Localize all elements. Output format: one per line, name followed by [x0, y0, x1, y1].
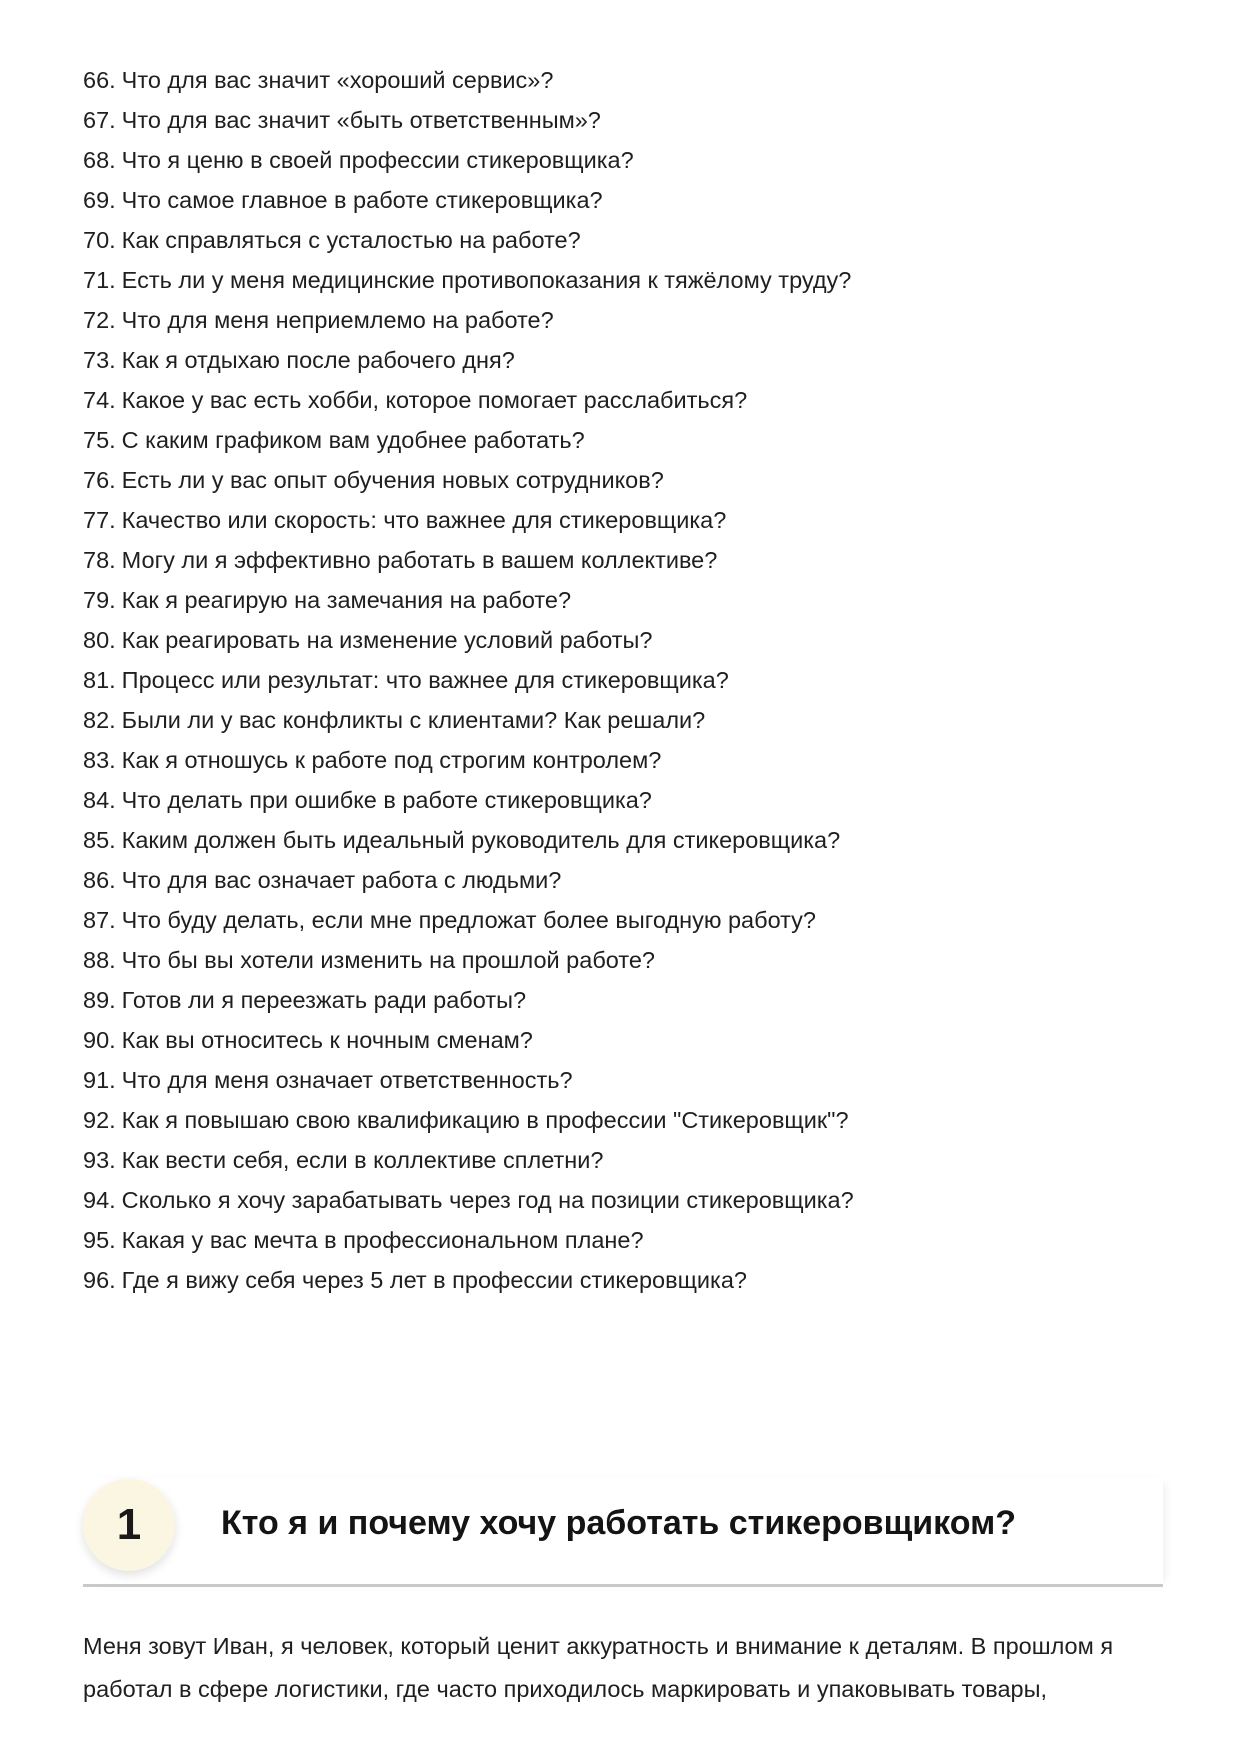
question-text: Каким должен быть идеальный руководитель для стикеровщика?	[121, 827, 841, 853]
question-number: 92.	[83, 1107, 116, 1133]
question-number: 93.	[83, 1147, 116, 1173]
question-item	[83, 1180, 1163, 1220]
question-item	[83, 140, 1163, 180]
question-item	[83, 1020, 1163, 1060]
question-number: 96.	[83, 1267, 116, 1293]
question-item	[83, 540, 1163, 580]
question-number: 67.	[83, 107, 116, 133]
question-text: Где я вижу себя через 5 лет в профессии стикеровщика?	[121, 1267, 747, 1293]
question-number: 73.	[83, 347, 116, 373]
question-number: 72.	[83, 307, 116, 333]
question-text: С каким графиком вам удобнее работать?	[121, 427, 585, 453]
question-text: Что для вас значит «хороший сервис»?	[121, 67, 554, 93]
question-number: 89.	[83, 987, 116, 1013]
question-text: Что самое главное в работе стикеровщика?	[121, 187, 603, 213]
question-item	[83, 180, 1163, 220]
question-item	[83, 500, 1163, 540]
question-item	[83, 580, 1163, 620]
question-number: 86.	[83, 867, 116, 893]
question-text: Как я отдыхаю после рабочего дня?	[121, 347, 515, 373]
question-text: Какое у вас есть хобби, которое помогает расслабиться?	[121, 387, 748, 413]
question-item	[83, 860, 1163, 900]
question-item	[83, 1260, 1163, 1300]
question-number: 87.	[83, 907, 116, 933]
question-text: Что для вас значит «быть ответственным»?	[121, 107, 601, 133]
question-item	[83, 220, 1163, 260]
question-text: Были ли у вас конфликты с клиентами? Как решали?	[121, 707, 706, 733]
question-item	[83, 420, 1163, 460]
question-text: Могу ли я эффективно работать в вашем коллективе?	[121, 547, 718, 573]
question-list	[83, 60, 1163, 1300]
question-item	[83, 620, 1163, 660]
question-text: Как справляться с усталостью на работе?	[121, 227, 581, 253]
question-number: 88.	[83, 947, 116, 973]
question-text: Как я отношусь к работе под строгим контролем?	[121, 747, 662, 773]
question-number: 95.	[83, 1227, 116, 1253]
question-text: Что для вас означает работа с людьми?	[121, 867, 562, 893]
question-item	[83, 1100, 1163, 1140]
question-number: 68.	[83, 147, 116, 173]
question-number: 85.	[83, 827, 116, 853]
question-number: 71.	[83, 267, 116, 293]
question-number: 84.	[83, 787, 116, 813]
question-item	[83, 900, 1163, 940]
question-text: Процесс или результат: что важнее для стикеровщика?	[121, 667, 729, 693]
section-number-badge: 1	[83, 1479, 175, 1571]
question-item	[83, 460, 1163, 500]
question-item	[83, 1220, 1163, 1260]
question-text: Что буду делать, если мне предложат более выгодную работу?	[121, 907, 816, 933]
question-number: 74.	[83, 387, 116, 413]
question-text: Какая у вас мечта в профессиональном плане?	[121, 1227, 644, 1253]
question-text: Качество или скорость: что важнее для стикеровщика?	[121, 507, 727, 533]
question-number: 69.	[83, 187, 116, 213]
question-number: 76.	[83, 467, 116, 493]
question-number: 94.	[83, 1187, 116, 1213]
question-number: 77.	[83, 507, 116, 533]
question-number: 91.	[83, 1067, 116, 1093]
question-number: 90.	[83, 1027, 116, 1053]
question-item	[83, 820, 1163, 860]
question-number: 78.	[83, 547, 116, 573]
question-item	[83, 300, 1163, 340]
question-item	[83, 1140, 1163, 1180]
section-body-text: Меня зовут Иван, я человек, который ценит аккуратность и внимание к деталям. В прошлом я работал в сфере логистики, где часто приходилось маркировать и упаковывать товары,	[83, 1633, 1114, 1702]
question-item	[83, 100, 1163, 140]
section-title: Кто я и почему хочу работать стикеровщиком?	[221, 1504, 1016, 1542]
question-item	[83, 340, 1163, 380]
question-text: Как вести себя, если в коллективе сплетни?	[121, 1147, 604, 1173]
question-text: Что я ценю в своей профессии стикеровщика?	[121, 147, 634, 173]
question-number: 80.	[83, 627, 116, 653]
question-number: 79.	[83, 587, 116, 613]
question-item	[83, 1060, 1163, 1100]
question-text: Как вы относитесь к ночным сменам?	[121, 1027, 533, 1053]
question-item	[83, 660, 1163, 700]
question-text: Есть ли у меня медицинские противопоказания к тяжёлому труду?	[121, 267, 852, 293]
question-item	[83, 740, 1163, 780]
question-item	[83, 260, 1163, 300]
question-item	[83, 380, 1163, 420]
question-number: 81.	[83, 667, 116, 693]
question-text: Как реагировать на изменение условий работы?	[121, 627, 653, 653]
question-text: Что делать при ошибке в работе стикеровщика?	[121, 787, 652, 813]
question-number: 70.	[83, 227, 116, 253]
question-text: Как я реагирую на замечания на работе?	[121, 587, 572, 613]
question-text: Что для меня означает ответственность?	[121, 1067, 573, 1093]
question-item	[83, 980, 1163, 1020]
question-item	[83, 700, 1163, 740]
section-header	[83, 1478, 1163, 1587]
question-number: 82.	[83, 707, 116, 733]
question-text: Сколько я хочу зарабатывать через год на позиции стикеровщика?	[121, 1187, 854, 1213]
question-text: Что бы вы хотели изменить на прошлой работе?	[121, 947, 655, 973]
question-item	[83, 780, 1163, 820]
question-text: Готов ли я переезжать ради работы?	[121, 987, 527, 1013]
question-number: 75.	[83, 427, 116, 453]
question-number: 83.	[83, 747, 116, 773]
question-text: Как я повышаю свою квалификацию в профессии "Стикеровщик"?	[121, 1107, 849, 1133]
question-text: Есть ли у вас опыт обучения новых сотрудников?	[121, 467, 664, 493]
question-item	[83, 60, 1163, 100]
question-item	[83, 940, 1163, 980]
question-text: Что для меня неприемлемо на работе?	[121, 307, 554, 333]
question-number: 66.	[83, 67, 116, 93]
